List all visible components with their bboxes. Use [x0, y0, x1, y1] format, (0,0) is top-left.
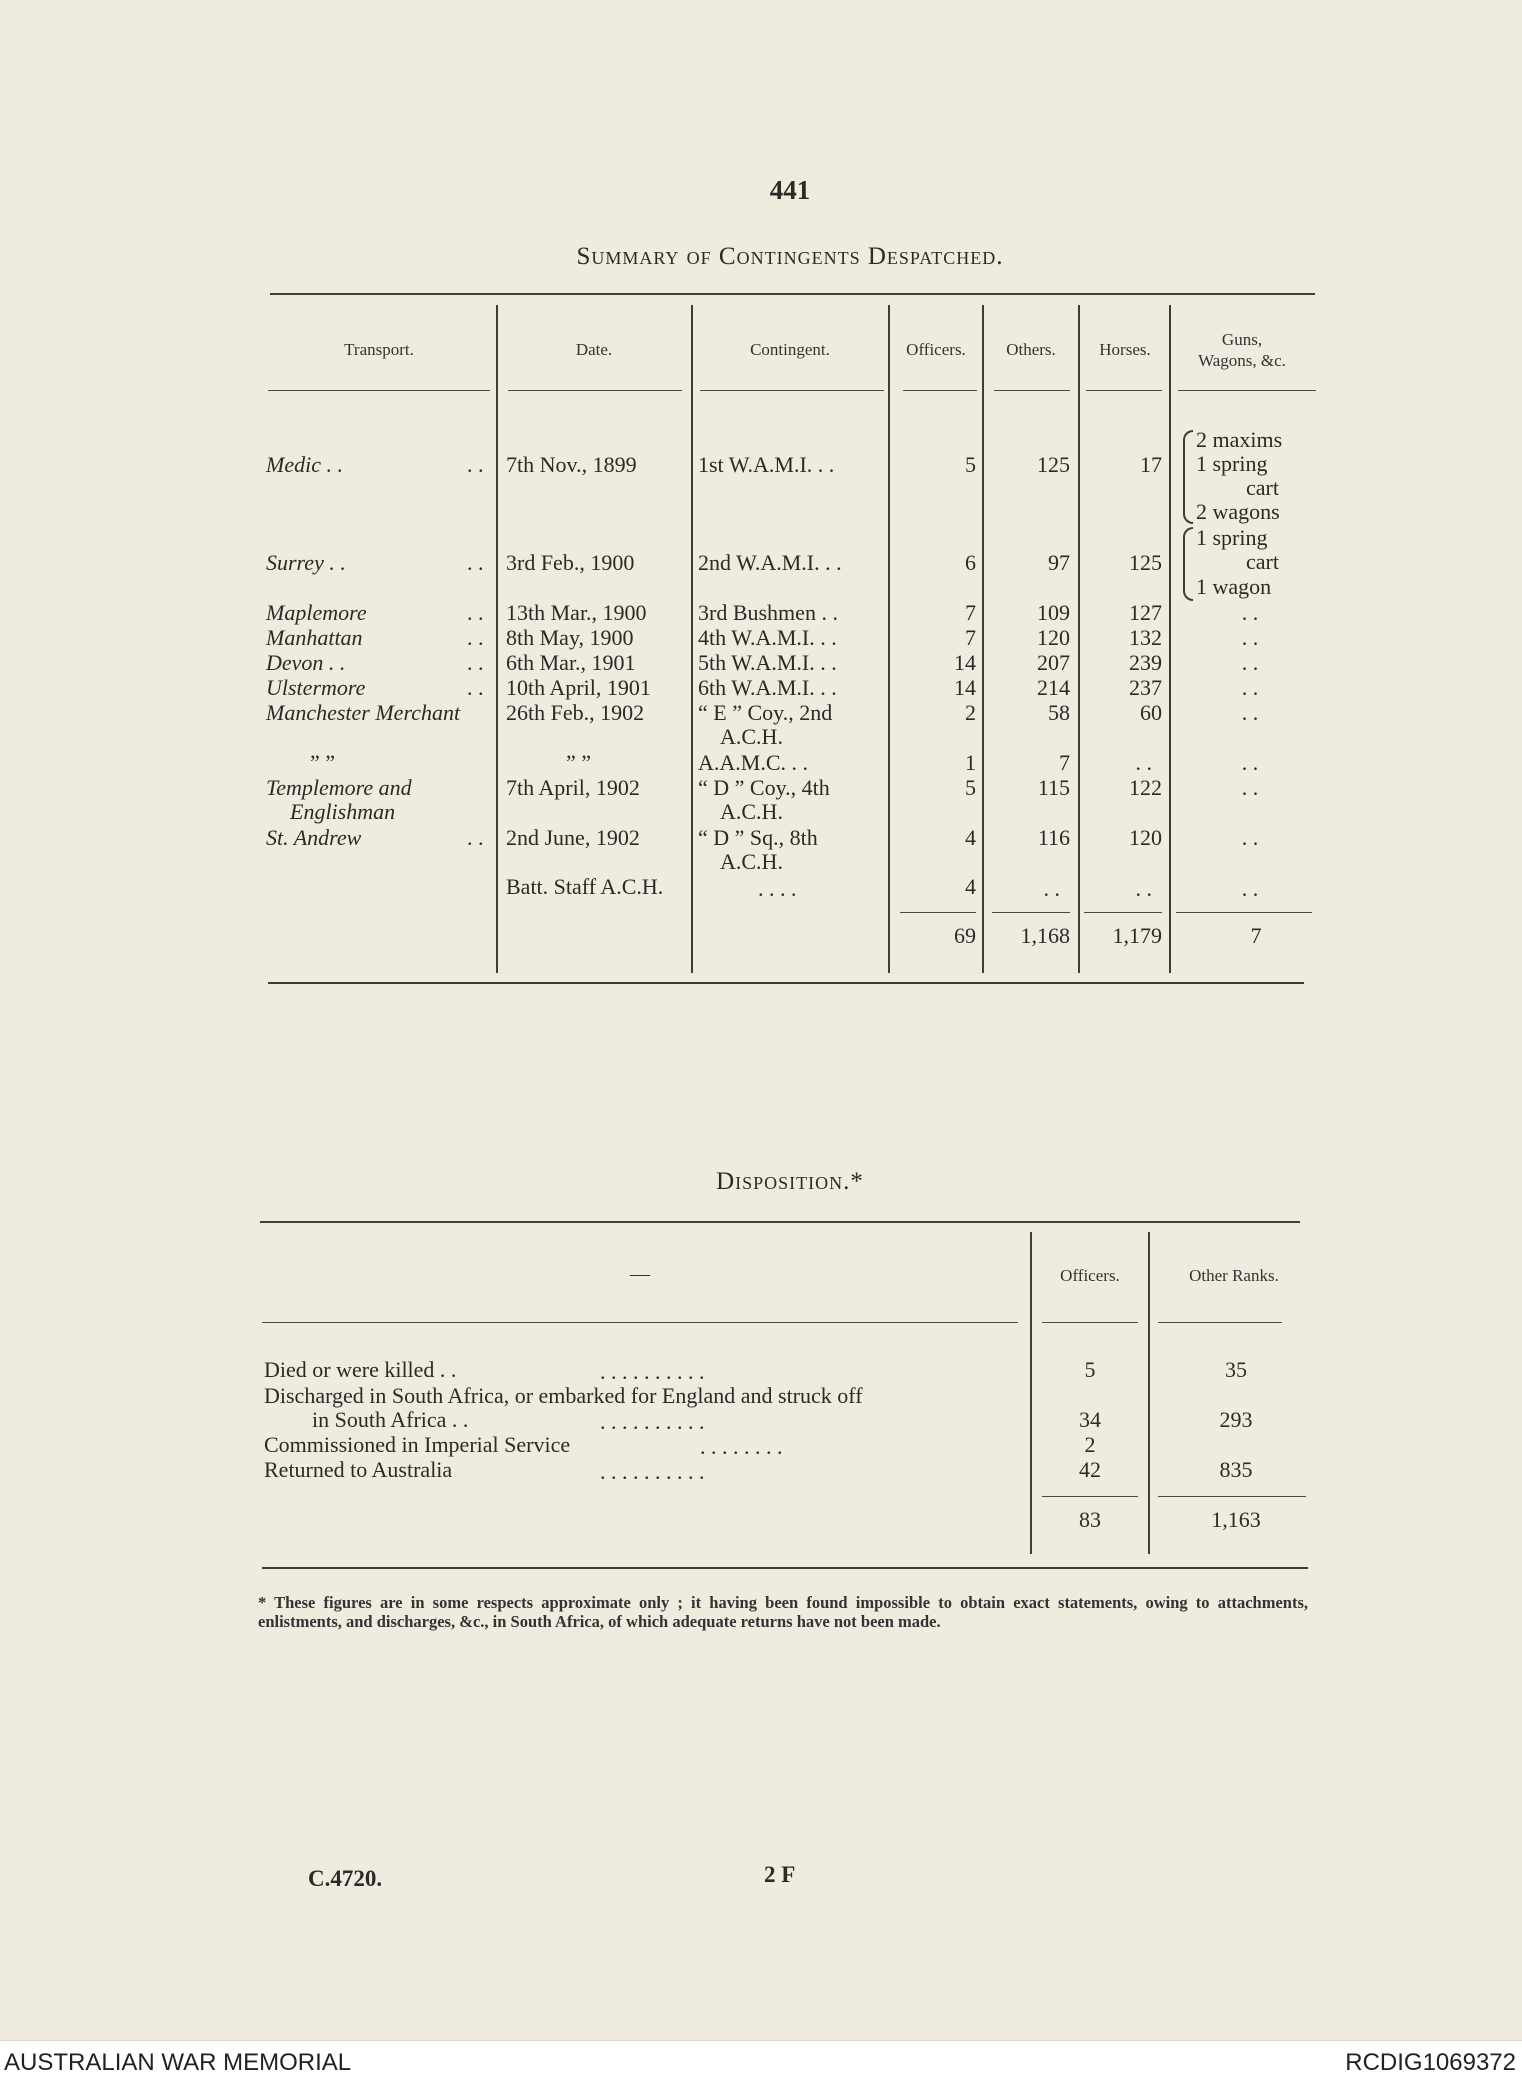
row-guns: . . — [1241, 650, 1259, 675]
row-guns: 1 spring — [1196, 451, 1268, 476]
row-officers: 2 — [965, 700, 976, 725]
row-others: 58 — [1048, 700, 1070, 725]
disposition-title: Disposition.* — [716, 1168, 864, 1195]
archive-id: RCDIG1069372 — [1345, 2049, 1516, 2076]
row-horses: 237 — [1129, 675, 1162, 700]
row-contingent: A.C.H. — [720, 849, 783, 874]
col-divider — [982, 305, 984, 973]
disposition-label: Commissioned in Imperial Service — [264, 1432, 571, 1457]
disposition-other-ranks: 35 — [1225, 1357, 1247, 1382]
col-divider — [496, 305, 498, 973]
page-number: 441 — [769, 175, 811, 205]
row-date: 13th Mar., 1900 — [506, 600, 647, 625]
row-contingent: 1st W.A.M.I. . . — [698, 452, 835, 477]
total-guns: 7 — [1250, 923, 1262, 948]
row-others: . . — [1043, 876, 1060, 901]
header-date: Date. — [575, 340, 613, 359]
disposition-leader: . . . . . . . . — [700, 1434, 783, 1459]
disposition-total-other-ranks: 1,163 — [1211, 1507, 1261, 1532]
row-guns: . . — [1241, 625, 1259, 650]
header-underline — [700, 390, 884, 391]
transport-name: Englishman — [290, 799, 396, 824]
header-underline — [1178, 390, 1316, 391]
transport-leader: . . — [467, 600, 484, 625]
row-contingent: A.C.H. — [720, 724, 783, 749]
transport-name: Maplemore — [266, 600, 367, 625]
row-contingent: 2nd W.A.M.I. . . — [698, 550, 842, 575]
row-officers: 4 — [965, 825, 976, 850]
row-horses: 132 — [1129, 625, 1162, 650]
row-guns: . . — [1241, 700, 1259, 725]
row-guns: cart — [1246, 475, 1279, 500]
transport-name: Surrey . . — [266, 550, 346, 575]
disposition-officers: 2 — [1084, 1432, 1096, 1457]
col-divider — [1030, 1232, 1032, 1554]
transport-leader: . . — [467, 650, 484, 675]
row-horses: 239 — [1129, 650, 1162, 675]
row-date: Batt. Staff A.C.H. — [506, 874, 664, 899]
row-officers: 4 — [965, 874, 976, 899]
row-horses: 127 — [1129, 600, 1162, 625]
row-horses: . . — [1135, 876, 1152, 901]
header-transport: Transport. — [344, 340, 414, 359]
disposition-officers: 42 — [1079, 1457, 1101, 1482]
header-underline — [994, 390, 1070, 391]
transport-name: Templemore and — [266, 775, 412, 800]
row-others: 214 — [1037, 675, 1070, 700]
row-date: 10th April, 1901 — [506, 675, 651, 700]
header-others: Others. — [1006, 340, 1056, 359]
disposition-label: Discharged in South Africa, or embarked for England and struck off — [264, 1383, 863, 1408]
row-horses: 17 — [1140, 452, 1162, 477]
signature-mark: 2 F — [764, 1862, 796, 1887]
header-contingent: Contingent. — [750, 340, 830, 359]
total-horses: 1,179 — [1112, 923, 1162, 948]
row-date: 8th May, 1900 — [506, 625, 634, 650]
row-horses: 125 — [1129, 550, 1162, 575]
print-code: C.4720. — [308, 1866, 383, 1891]
transport-name: Ulstermore — [266, 675, 366, 700]
row-contingent: “ D ” Sq., 8th — [698, 825, 818, 850]
disposition-leader: . . . . . . . . . . — [600, 1359, 705, 1384]
total-officers: 69 — [954, 923, 976, 948]
header-horses: Horses. — [1099, 340, 1151, 359]
disposition-label: in South Africa . . — [312, 1407, 469, 1432]
row-guns: . . — [1241, 825, 1259, 850]
archive-name: AUSTRALIAN WAR MEMORIAL — [4, 2049, 352, 2076]
header-underline — [268, 390, 490, 391]
row-horses: 60 — [1140, 700, 1162, 725]
row-officers: 14 — [954, 650, 976, 675]
total-rule — [1158, 1496, 1306, 1497]
disposition-top-rule — [260, 1221, 1300, 1223]
row-officers: 7 — [965, 625, 976, 650]
row-horses: 122 — [1129, 775, 1162, 800]
transport-leader: . . — [467, 625, 484, 650]
row-guns: . . — [1241, 775, 1259, 800]
row-officers: 5 — [965, 775, 976, 800]
row-others: 116 — [1037, 825, 1070, 850]
header-underline — [262, 1322, 1018, 1323]
row-contingent: 6th W.A.M.I. . . — [698, 675, 837, 700]
brace-icon — [1183, 527, 1193, 601]
row-others: 207 — [1037, 650, 1070, 675]
row-contingent: 5th W.A.M.I. . . — [698, 650, 837, 675]
header-officers: Officers. — [906, 340, 966, 359]
transport-leader: . . — [467, 675, 484, 700]
row-date: 6th Mar., 1901 — [506, 650, 636, 675]
col-divider — [1169, 305, 1171, 973]
row-contingent: “ E ” Coy., 2nd — [698, 700, 833, 725]
row-others: 125 — [1037, 452, 1070, 477]
row-contingent: . . . . — [758, 876, 797, 901]
row-guns: 1 spring — [1196, 525, 1268, 550]
transport-leader: . . — [467, 550, 484, 575]
disposition-other-ranks: 835 — [1219, 1457, 1253, 1482]
row-contingent: 3rd Bushmen . . — [698, 600, 838, 625]
disposition-total-officers: 83 — [1079, 1507, 1101, 1532]
disposition-bottom-rule — [262, 1567, 1308, 1569]
total-rule — [1084, 912, 1162, 913]
ditto-mark: ” ” — [310, 750, 336, 775]
row-date: 2nd June, 1902 — [506, 825, 640, 850]
total-rule — [992, 912, 1070, 913]
transport-name: Medic . . — [266, 452, 343, 477]
transport-name: Manhattan — [266, 625, 363, 650]
col-divider — [1148, 1232, 1150, 1554]
header-guns: Guns, Wagons, &c. — [1198, 330, 1286, 370]
disposition-officers: 5 — [1084, 1357, 1096, 1382]
row-date: 7th Nov., 1899 — [506, 452, 637, 477]
row-guns: . . — [1241, 750, 1259, 775]
row-officers: 6 — [965, 550, 976, 575]
header-underline — [1042, 1322, 1138, 1323]
transport-leader: . . — [467, 825, 484, 850]
row-officers: 5 — [965, 452, 976, 477]
footnote: * These figures are in some respects approximate only ; it having been found impossible to obtain exact statements, owing to attachments, enlistments, and discharges, &c., in South Africa, of which adequate returns have not been made. — [258, 1593, 1308, 1631]
col-divider — [691, 305, 693, 973]
col-divider — [888, 305, 890, 973]
transport-name: Manchester Merchant — [266, 700, 461, 725]
transport-leader: . . — [467, 452, 484, 477]
row-guns: . . — [1241, 600, 1259, 625]
summary-top-rule — [270, 293, 1315, 295]
brace-icon — [1183, 430, 1193, 524]
row-guns: 2 maxims — [1196, 427, 1283, 452]
row-officers: 7 — [965, 600, 976, 625]
row-contingent: “ D ” Coy., 4th — [698, 775, 830, 800]
header-blank: — — [630, 1263, 650, 1285]
row-others: 7 — [1059, 750, 1070, 775]
header-underline — [1086, 390, 1162, 391]
disposition-other-ranks: 293 — [1219, 1407, 1253, 1432]
row-date: 3rd Feb., 1900 — [506, 550, 635, 575]
row-officers: 1 — [965, 750, 976, 775]
disposition-leader: . . . . . . . . . . — [600, 1459, 705, 1484]
transport-name: Devon . . — [266, 650, 346, 675]
disposition-officers: 34 — [1079, 1407, 1101, 1432]
row-others: 120 — [1037, 625, 1070, 650]
row-guns: 2 wagons — [1196, 499, 1280, 524]
row-others: 97 — [1048, 550, 1070, 575]
row-officers: 14 — [954, 675, 976, 700]
row-horses: 120 — [1129, 825, 1162, 850]
row-guns: cart — [1246, 549, 1279, 574]
col-divider — [1078, 305, 1080, 973]
row-date: 26th Feb., 1902 — [506, 700, 645, 725]
row-contingent: 4th W.A.M.I. . . — [698, 625, 837, 650]
header-underline — [1158, 1322, 1282, 1323]
disposition-label: Died or were killed . . — [264, 1357, 457, 1382]
header-underline — [508, 390, 682, 391]
row-contingent: A.C.H. — [720, 799, 783, 824]
summary-bottom-rule — [268, 982, 1304, 984]
row-horses: . . — [1135, 750, 1152, 775]
row-date: 7th April, 1902 — [506, 775, 640, 800]
disposition-label: Returned to Australia — [264, 1457, 453, 1482]
archive-footer — [0, 2040, 1522, 2083]
disposition-leader: . . . . . . . . . . — [600, 1409, 705, 1434]
row-contingent: A.A.M.C. . . — [698, 750, 809, 775]
row-guns: . . — [1241, 876, 1259, 901]
row-others: 115 — [1037, 775, 1070, 800]
total-rule — [1042, 1496, 1138, 1497]
header-officers: Officers. — [1060, 1266, 1120, 1285]
total-others: 1,168 — [1020, 923, 1070, 948]
summary-title: Summary of Contingents Despatched. — [576, 243, 1004, 270]
header-other-ranks: Other Ranks. — [1189, 1266, 1279, 1285]
transport-name: St. Andrew — [266, 825, 362, 850]
header-underline — [903, 390, 977, 391]
ditto-mark: ” ” — [566, 750, 592, 775]
total-rule — [900, 912, 976, 913]
row-others: 109 — [1037, 600, 1070, 625]
total-rule — [1176, 912, 1312, 913]
row-guns: 1 wagon — [1196, 574, 1272, 599]
row-guns: . . — [1241, 675, 1259, 700]
